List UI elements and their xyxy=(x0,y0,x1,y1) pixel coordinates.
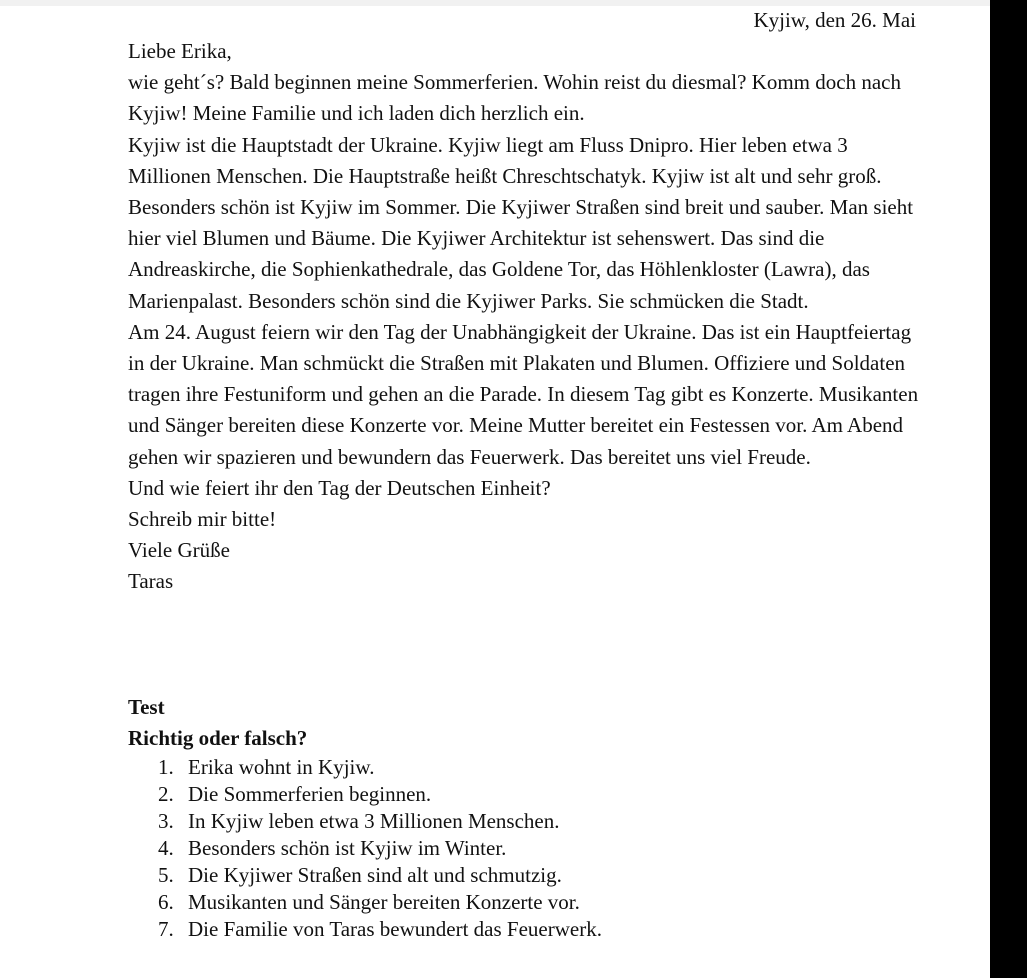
item-text: Die Sommerferien beginnen. xyxy=(188,782,432,806)
letter-body xyxy=(128,36,928,598)
page-top-edge xyxy=(0,0,990,6)
item-text: Die Familie von Taras bewundert das Feuerwerk. xyxy=(188,917,602,941)
letter-closing: Viele Grüße xyxy=(128,538,230,563)
item-number: 7. xyxy=(158,917,174,941)
letter-paragraph: Am 24. August feiern wir den Tag der Unabhängigkeit der Ukraine. Das ist ein Hauptfeiertag in der Ukraine. Man schmückt die Straßen mit Plakaten und Blumen. Offiziere und Soldaten tragen ihre Festuniform und gehen an die Parade. In diesem Tag gibt es Konzerte. Musikanten und Sänger bereiten diese Konzerte vor. Meine Mutter bereitet ein Festessen vor. Am Abend gehen wir spazieren und bewundern das Feuerwerk. Das bereitet uns viel Freude. xyxy=(128,319,919,469)
item-number: 1. xyxy=(158,755,174,779)
letter-paragraph: Kyjiw ist die Hauptstadt der Ukraine. Kyjiw liegt am Fluss Dnipro. Hier leben etwa 3 Millionen Menschen. Die Hauptstraße heißt Chreschtschatyk. Kyjiw ist alt und sehr groß. Besonders schön ist Kyjiw im Sommer. Die Kyjiwer Straßen sind breit und sauber. Man sieht hier viel Blumen und Bäume. Die Kyjiwer Architektur ist sehenswert. Das sind die Andreaskirche, die Sophienkathedrale, das Goldene Tor, das Höhlenkloster (Lawra), das Marienpalast. Besonders schön sind die Kyjiwer Parks. Sie schmücken die Stadt. xyxy=(128,132,914,313)
letter-paragraph: wie geht´s? Bald beginnen meine Sommerferien. Wohin reist du diesmal? Komm doch nach Kyjiw! Meine Familie und ich laden dich herzlich ein. xyxy=(128,70,901,126)
letter-date: Kyjiw, den 26. Mai xyxy=(753,8,916,32)
test-question-list xyxy=(128,754,928,943)
item-number: 2. xyxy=(158,782,174,806)
item-text: Musikanten und Sänger bereiten Konzerte vor. xyxy=(188,890,580,914)
item-number: 4. xyxy=(158,836,174,860)
item-text: Besonders schön ist Kyjiw im Winter. xyxy=(188,836,507,860)
list-item xyxy=(128,889,928,916)
item-text: In Kyjiw leben etwa 3 Millionen Menschen. xyxy=(188,809,560,833)
test-subtitle: Richtig oder falsch? xyxy=(128,726,308,750)
item-number: 6. xyxy=(158,890,174,914)
item-number: 3. xyxy=(158,809,174,833)
letter-paragraph: Schreib mir bitte! xyxy=(128,507,277,532)
list-item xyxy=(128,916,928,943)
letter-paragraph: Und wie feiert ihr den Tag der Deutschen Einheit? xyxy=(128,475,551,500)
list-item xyxy=(128,862,928,889)
test-section xyxy=(128,692,928,943)
item-number: 5. xyxy=(158,863,174,887)
list-item xyxy=(128,781,928,808)
list-item xyxy=(128,808,928,835)
item-text: Die Kyjiwer Straßen sind alt und schmutzig. xyxy=(188,863,562,887)
list-item xyxy=(128,835,928,862)
item-text: Erika wohnt in Kyjiw. xyxy=(188,755,375,779)
test-title: Test xyxy=(128,695,165,719)
list-item xyxy=(128,754,928,781)
letter-greeting: Liebe Erika, xyxy=(128,39,232,63)
letter-signature: Taras xyxy=(128,569,174,594)
